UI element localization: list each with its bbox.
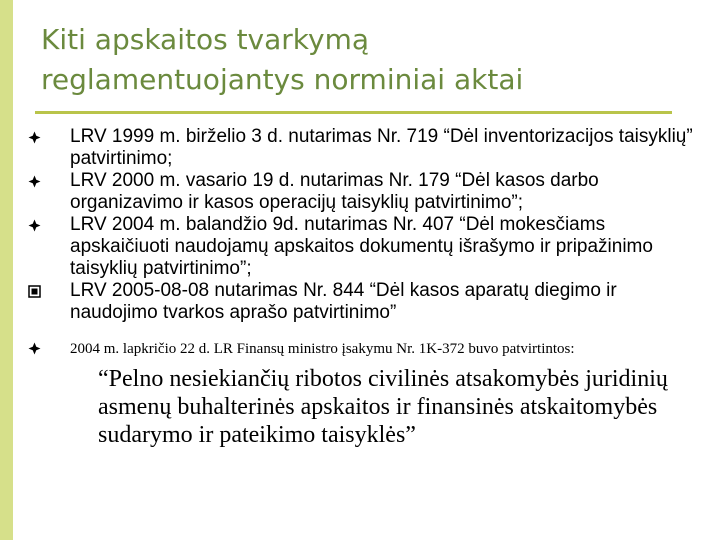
list-item-text: LRV 2004 m. balandžio 9d. nutarimas Nr. 407 “Dėl mokesčiams apskaičiuoti naudojamų apskaitos dokumentų išrašymo ir pripažinimo taisyklių patvirtinimo”; — [70, 214, 653, 279]
diamond-bullet-icon — [28, 219, 41, 232]
list-item-text: 2004 m. lapkričio 22 d. LR Finansų ministro įsakymu Nr. 1K-372 buvo patvirtintos: — [70, 341, 575, 357]
list-item-text: LRV 2000 m. vasario 19 d. nutarimas Nr. 179 “Dėl kasos darbo organizavimo ir kasos operacijų taisyklių patvirtinimo”; — [70, 170, 599, 213]
list-item-text: LRV 2005-08-08 nutarimas Nr. 844 “Dėl kasos aparatų diegimo ir naudojimo tvarkos aprašo patvirtinimo” — [70, 280, 617, 323]
slide-title — [41, 20, 681, 100]
diamond-bullet-icon — [28, 175, 41, 188]
list-item — [28, 214, 698, 280]
rules-quote: “Pelno nesiekiančių ribotos civilinės atsakomybės juridinių asmenų buhalterinės apskaitos ir finansinės atskaitomybės sudarymo ir pateikimo taisyklės” — [98, 366, 668, 448]
diamond-bullet-icon — [28, 131, 41, 144]
list-item — [28, 170, 698, 214]
list-item-text: LRV 1999 m. birželio 3 d. nutarimas Nr. 719 “Dėl inventorizacijos taisyklių” patvirtinimo; — [70, 126, 693, 169]
bullet-list — [28, 126, 698, 449]
title-underline — [35, 111, 672, 114]
square-bullet-icon — [28, 285, 41, 298]
diamond-bullet-icon — [28, 342, 41, 355]
list-item — [28, 338, 698, 360]
title-line-2: reglamentuojantys norminiai aktai — [41, 63, 524, 96]
list-item — [28, 126, 698, 170]
list-item — [28, 280, 698, 324]
side-accent-bar — [0, 0, 13, 540]
title-line-1: Kiti apskaitos tvarkymą — [41, 23, 370, 56]
